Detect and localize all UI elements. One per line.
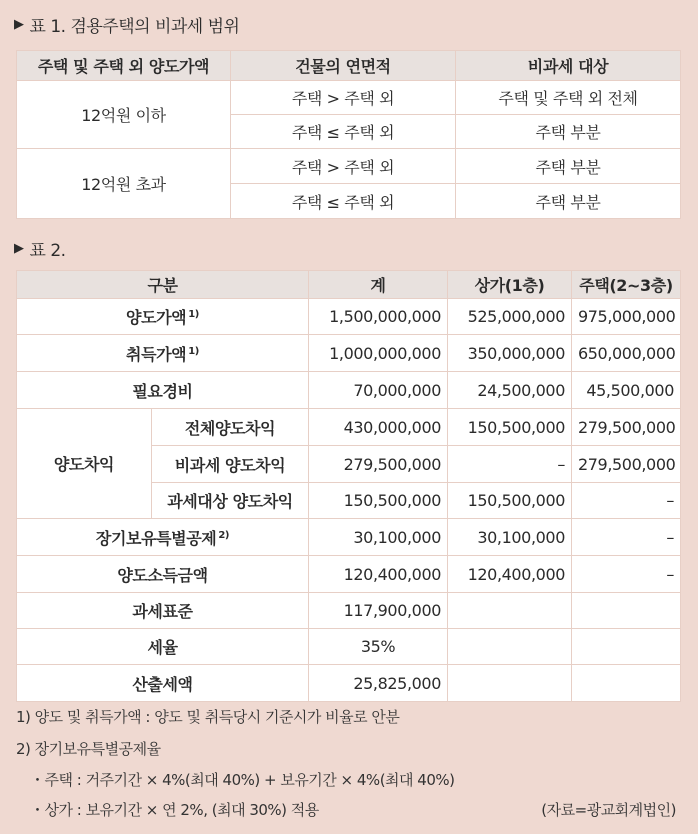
table-row — [17, 629, 681, 665]
row-label: 양도가액 $^{1)}$ — [17, 299, 309, 335]
table2 — [16, 270, 681, 702]
table1-cell: 주택 및 주택 외 전체 — [456, 81, 681, 115]
value-cell: 45,500,000 — [572, 372, 681, 409]
row-label: 과세표준 — [17, 593, 309, 629]
value-cell: 120,400,000 — [309, 556, 448, 593]
value-cell: 150,500,000 — [309, 483, 448, 519]
value-cell: 150,500,000 — [448, 483, 572, 519]
table1-title: ▶ 표 1. 겸용주택의 비과세 범위 — [14, 17, 240, 37]
value-cell: 117,900,000 — [309, 593, 448, 629]
table-row — [17, 519, 681, 556]
table-row — [17, 335, 681, 372]
row-label: 비과세 양도차익 — [152, 446, 309, 483]
row-label: 양도소득금액 — [17, 556, 309, 593]
table2-header: 주택(2~3층) — [572, 271, 681, 299]
row-label: 필요경비 — [17, 372, 309, 409]
value-cell: 24,500,000 — [448, 372, 572, 409]
table1-cell: 주택 부분 — [456, 149, 681, 184]
table-row — [17, 556, 681, 593]
triangle-right-icon: ▶ — [14, 17, 24, 32]
table1-cell: 주택 > 주택 외 — [231, 81, 456, 115]
value-cell: 350,000,000 — [448, 335, 572, 372]
table1 — [16, 50, 681, 219]
table2-title: ▶ 표 2. — [14, 241, 66, 261]
table-row — [17, 372, 681, 409]
row-label: 전체양도차익 — [152, 409, 309, 446]
value-cell: 35% — [309, 629, 448, 665]
row-label: 세율 — [17, 629, 309, 665]
value-cell: 279,500,000 — [309, 446, 448, 483]
row-label: 취득가액 $^{1)}$ — [17, 335, 309, 372]
empty-cell — [572, 593, 681, 629]
value-cell: – — [572, 483, 681, 519]
value-cell: 30,100,000 — [448, 519, 572, 556]
empty-cell — [572, 629, 681, 665]
table1-cell: 주택 > 주택 외 — [231, 149, 456, 184]
table1-cell: 주택 부분 — [456, 115, 681, 149]
table1-cell: 주택 부분 — [456, 184, 681, 219]
table1-header: 주택 및 주택 외 양도가액 — [17, 51, 231, 81]
empty-cell — [572, 665, 681, 702]
value-cell: 1,500,000,000 — [309, 299, 448, 335]
table1-cell: 주택 ≤ 주택 외 — [231, 184, 456, 219]
table2-header: 구분 — [17, 271, 309, 299]
value-cell: 430,000,000 — [309, 409, 448, 446]
empty-cell — [448, 665, 572, 702]
table-row — [17, 665, 681, 702]
table-row — [17, 299, 681, 335]
value-cell: 1,000,000,000 — [309, 335, 448, 372]
table-row — [17, 409, 681, 446]
table1-header: 비과세 대상 — [456, 51, 681, 81]
triangle-right-icon: ▶ — [14, 241, 24, 256]
footnote-2: 2) 장기보유특별공제율 — [16, 740, 161, 758]
row-label: 장기보유특별공제 $^{2)}$ — [17, 519, 309, 556]
table1-header: 건물의 연면적 — [231, 51, 456, 81]
value-cell: – — [448, 446, 572, 483]
footnote-house: ・주택 : 거주기간 × 4%(최대 40%) + 보유기간 × 4%(최대 40%) — [30, 771, 455, 789]
footnote-1: 1) 양도 및 취득가액 : 양도 및 취득당시 기준시가 비율로 안분 — [16, 708, 400, 726]
value-cell: 279,500,000 — [572, 409, 681, 446]
table1-group-label: 12억원 초과 — [17, 149, 231, 219]
value-cell: 70,000,000 — [309, 372, 448, 409]
value-cell: 525,000,000 — [448, 299, 572, 335]
footnote-shop: ・상가 : 보유기간 × 연 2%, (최대 30%) 적용 — [30, 801, 319, 819]
table-row — [17, 593, 681, 629]
empty-cell — [448, 629, 572, 665]
value-cell: 150,500,000 — [448, 409, 572, 446]
table2-header: 계 — [309, 271, 448, 299]
table2-header: 상가(1층) — [448, 271, 572, 299]
table1-group-label: 12억원 이하 — [17, 81, 231, 149]
table1-cell: 주택 ≤ 주택 외 — [231, 115, 456, 149]
value-cell: 650,000,000 — [572, 335, 681, 372]
row-label: 과세대상 양도차익 — [152, 483, 309, 519]
value-cell: 279,500,000 — [572, 446, 681, 483]
source-credit: (자료=광교회계법인) — [541, 801, 676, 819]
row-label: 산출세액 — [17, 665, 309, 702]
value-cell: 975,000,000 — [572, 299, 681, 335]
value-cell: 120,400,000 — [448, 556, 572, 593]
value-cell: – — [572, 556, 681, 593]
value-cell: – — [572, 519, 681, 556]
group-label: 양도차익 — [17, 409, 152, 519]
value-cell: 25,825,000 — [309, 665, 448, 702]
empty-cell — [448, 593, 572, 629]
value-cell: 30,100,000 — [309, 519, 448, 556]
